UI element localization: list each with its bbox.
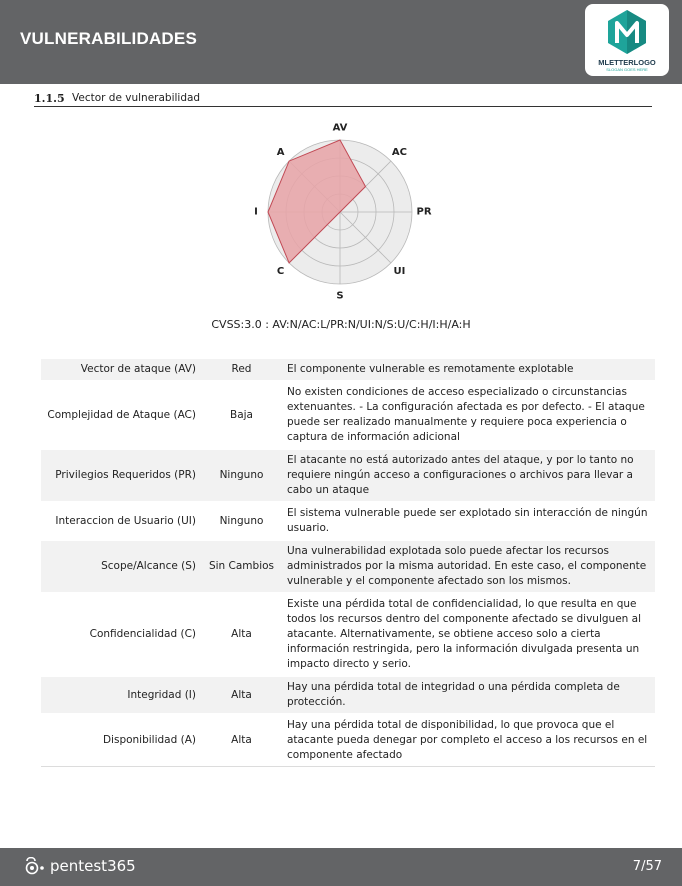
- table-row: [41, 676, 655, 714]
- metric-name: Privilegios Requeridos (PR): [41, 449, 202, 502]
- metric-value: Alta: [202, 714, 281, 767]
- vulnerability-vector-table: [41, 359, 655, 767]
- table-row: [41, 502, 655, 540]
- metric-value: Ninguno: [202, 449, 281, 502]
- logo-mark-icon: [608, 10, 646, 54]
- table-row: [41, 449, 655, 502]
- metric-name: Integridad (I): [41, 676, 202, 714]
- page-header: [0, 0, 682, 84]
- radar-chart: [236, 112, 446, 308]
- metric-name: Confidencialidad (C): [41, 593, 202, 676]
- page-footer: [0, 848, 682, 886]
- metric-name: Scope/Alcance (S): [41, 540, 202, 593]
- metric-value: Red: [202, 359, 281, 381]
- table-row: [41, 381, 655, 449]
- metric-value: Alta: [202, 676, 281, 714]
- radar-axis-label: I: [254, 206, 258, 218]
- radar-axis-label: A: [276, 147, 285, 159]
- logo-name: MLETTERLOGO: [598, 58, 656, 67]
- radar-axis-label: AC: [391, 147, 407, 159]
- metric-description: El atacante no está autorizado antes del ataque, y por lo tanto no requiere ningún acceso a configuraciones o archivos para llevar a cabo un ataque: [281, 449, 655, 502]
- section-rule: [34, 106, 652, 107]
- table-row: [41, 540, 655, 593]
- section-heading: [34, 92, 652, 108]
- table-row: [41, 359, 655, 381]
- metric-description: El componente vulnerable es remotamente explotable: [281, 359, 655, 381]
- metric-description: Hay una pérdida total de integridad o una pérdida completa de protección.: [281, 676, 655, 714]
- section-number: 1.1.5: [34, 92, 65, 105]
- table-row: [41, 593, 655, 676]
- page-number: 7/57: [632, 859, 662, 874]
- metric-name: Interaccion de Usuario (UI): [41, 502, 202, 540]
- metric-value: Ninguno: [202, 502, 281, 540]
- metric-name: Vector de ataque (AV): [41, 359, 202, 381]
- metric-description: El sistema vulnerable puede ser explotado sin interacción de ningún usuario.: [281, 502, 655, 540]
- cvss-vector-string: CVSS:3.0 : AV:N/AC:L/PR:N/UI:N/S:U/C:H/I:H/A:H: [211, 318, 471, 331]
- radar-axis-label: C: [276, 265, 285, 277]
- footer-brand: pentest365: [50, 857, 136, 875]
- radar-axis-label: AV: [332, 122, 348, 134]
- metric-description: No existen condiciones de acceso especializado o circunstancias extenuantes. - La configuración afectada es por defecto. - El ataque puede ser realizado manualmente y requiere poca experiencia o captura de información adicional: [281, 381, 655, 449]
- metric-value: Baja: [202, 381, 281, 449]
- metric-name: Complejidad de Ataque (AC): [41, 381, 202, 449]
- metric-value: Sin Cambios: [202, 540, 281, 593]
- brand-icon: [24, 857, 46, 877]
- metric-name: Disponibilidad (A): [41, 714, 202, 767]
- section-title: Vector de vulnerabilidad: [72, 92, 201, 104]
- radar-axis-label: UI: [393, 265, 406, 277]
- metric-value: Alta: [202, 593, 281, 676]
- company-logo: [585, 4, 669, 76]
- header-title: VULNERABILIDADES: [20, 29, 197, 48]
- table-row: [41, 714, 655, 767]
- logo-slogan: SLOGAN GOES HERE: [606, 67, 648, 72]
- metric-description: Existe una pérdida total de confidencialidad, lo que resulta en que todos los recursos dentro del componente afectado se divulguen al atacante. Alternativamente, se obtiene acceso solo a cierta información restringida, pero la información divulgada presenta un impacto directo y serio.: [281, 593, 655, 676]
- metric-description: Una vulnerabilidad explotada solo puede afectar los recursos administrados por la misma autoridad. En este caso, el componente vulnerable y el componente afectado son los mismos.: [281, 540, 655, 593]
- radar-axis-label: PR: [416, 206, 432, 218]
- metric-description: Hay una pérdida total de disponibilidad, lo que provoca que el atacante pueda denegar por completo el acceso a los recursos en el componente afectado: [281, 714, 655, 767]
- radar-axis-label: S: [336, 290, 344, 302]
